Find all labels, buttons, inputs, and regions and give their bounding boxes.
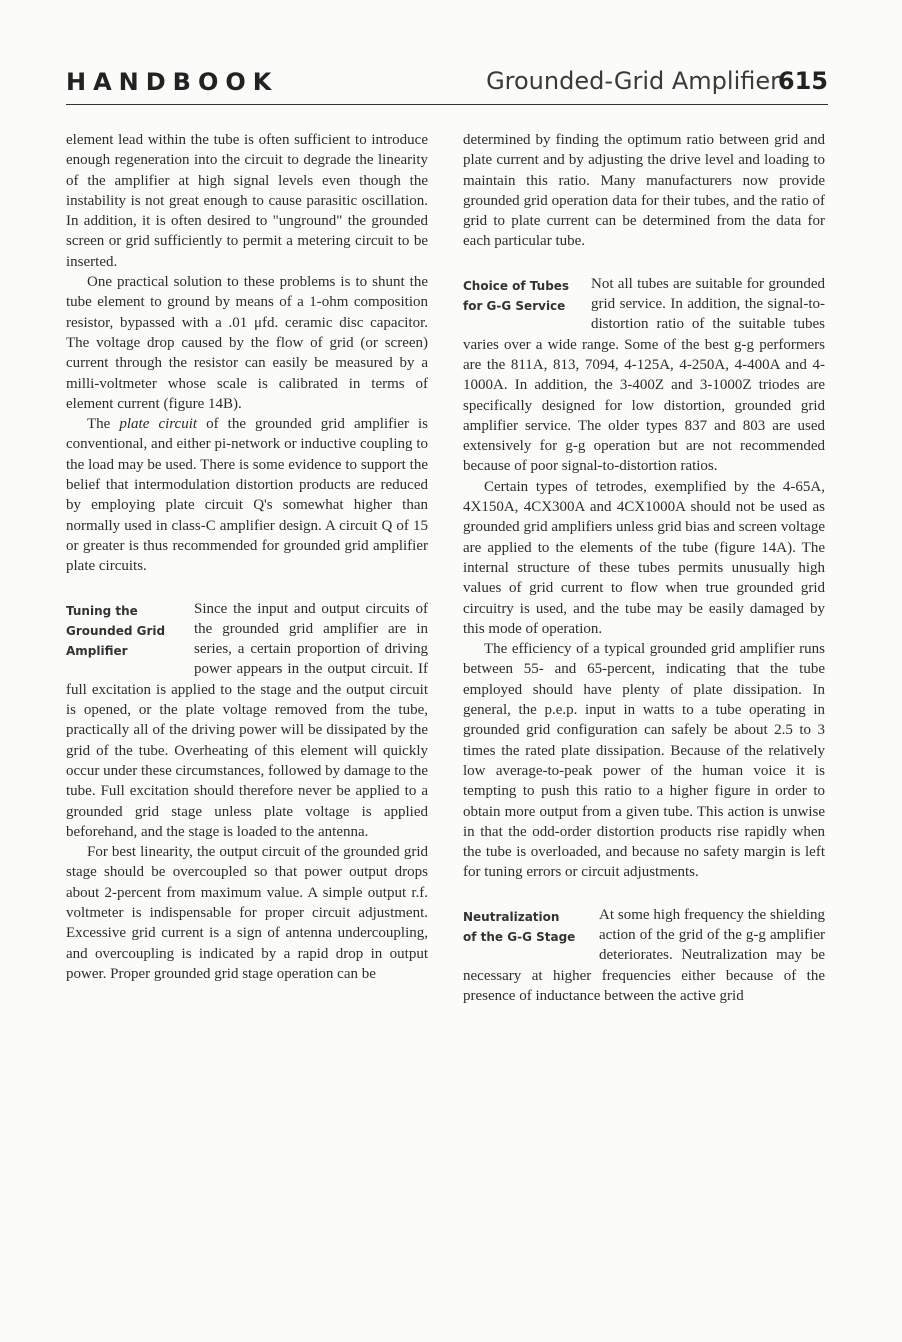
left-column [66, 130, 428, 984]
section-choice-of-tubes [463, 274, 825, 477]
paragraph: Since the input and output circuits of the grounded grid amplifier are in series, a certain proportion of driving power appears in the output circuit. If full excitation is applied to the stage and the output circuit is opened, or the plate voltage removed from the tube, practically all of the driving power will be dissipated by the grid of the tube. Overheating of this element will quickly occur under these circumstances, followed by damage to the tube. Full excitation should therefore never be applied to a grounded grid stage unless plate voltage is applied beforehand, and the stage is loaded to the antenna. [66, 600, 428, 840]
side-heading-line: of the G-G Stage [463, 929, 576, 944]
paragraph: determined by finding the optimum ratio between grid and plate current and by adjusting the drive level and loading to maintain this ratio. Many manufacturers now provide grounded grid operation data for their tubes, and the ratio of grid to plate current can be determined from the data for each particular tube. [463, 132, 825, 250]
side-heading-line: Neutralization [463, 909, 560, 924]
paragraph [66, 414, 428, 576]
handbook-brand: HANDBOOK [66, 68, 279, 96]
running-title: Grounded-Grid Amplifier [486, 67, 780, 95]
side-heading-line: for G-G Service [463, 299, 566, 314]
side-heading-line: Grounded Grid [66, 623, 166, 638]
paragraph-text: of the grounded grid amplifier is conventional, and either pi-network or inductive coupling to the load may be used. There is some evidence to support the belief that intermodulation distortion products are reduced by employing plate circuit Q's somewhat higher than normally used in class-C amplifier design. A circuit Q of 15 or greater is thus recommended for grounded grid amplifier plate circuits. [66, 416, 429, 575]
paragraph: The efficiency of a typical grounded grid amplifier runs between 55- and 65-percent, indicating that the tube employed should have plenty of plate dissipation. In general, the p.e.p. input in watts to a tube operating in grounded grid configuration can safely be about 2.5 to 3 times the rated plate dissipation. Because of the relatively low average-to-peak power of the human voice it is tempting to push this ratio to a higher figure in order to obtain more output from a given tube. This action is unwise in that the odd-order distortion products rise rapidly when the tube is overloaded, and because no safety margin is left for tuning errors or circuit adjustments. [463, 641, 825, 881]
side-heading-neutralization [463, 907, 599, 948]
paragraph: Not all tubes are suitable for grounded grid service. In addition, the signal-to-distortion ratio of the suitable tubes varies over a wide range. Some of the best g-g performers are the 811A, 813, 7094, 4-125A, 4-250A, 4-400A and 4-1000A. In addition, the 3-400Z and 3-1000Z triodes are specifically designed for low distortion, grounded grid amplifier service. The older types 837 and 803 are used extensively for g-g operation but are not recommended because of poor signal-to-distortion ratios. [463, 275, 825, 475]
paragraph: For best linearity, the output circuit of the grounded grid stage should be overcoupled so that power output drops about 2-percent from maximum value. A simple output r.f. voltmeter is indispensable for proper circuit adjustment. Excessive grid current is a sign of antenna undercoupling, and overcoupling is indicated by a rapid drop in output power. Proper grounded grid stage operation can be [66, 844, 428, 982]
page-number: 615 [777, 67, 828, 95]
emphasis-plate-circuit: plate circuit [119, 416, 198, 433]
side-heading-line: Tuning the [66, 603, 138, 618]
paragraph: element lead within the tube is often sufficient to introduce enough regeneration into the circuit to degrade the linearity of the amplifier at high signal levels even though the instability is not great enough to cause parasitic oscillation. In addition, it is often desired to "unground" the grounded screen or grid sufficiently to permit a metering circuit to be inserted. [66, 132, 428, 270]
side-heading-line: Choice of Tubes [463, 278, 570, 293]
right-column [463, 130, 825, 1006]
paragraph: Certain types of tetrodes, exemplified by the 4-65A, 4X150A, 4CX300A and 4CX1000A should not be used as grounded grid amplifiers unless grid bias and screen voltage are applied to the elements of the tube (figure 14A). The internal structure of these tubes permits unusually high values of grid current to flow when true grounded grid circuitry is used, and the tube may be easily damaged by this mode of operation. [463, 478, 825, 637]
paragraph: At some high frequency the shielding action of the grid of the g-g amplifier deteriorates. Neutralization may be necessary at higher frequencies either because of the presence of inductance between the active grid [463, 906, 825, 1004]
side-heading-choice [463, 276, 591, 317]
section-tuning [66, 599, 428, 843]
side-heading-tuning [66, 601, 194, 662]
section-neutralization [463, 905, 825, 1006]
paragraph-text: The [87, 416, 120, 433]
page-header [66, 64, 828, 105]
paragraph: One practical solution to these problems is to shunt the tube element to ground by means of a 1-ohm composition resistor, bypassed with a .01 μfd. ceramic disc capacitor. The voltage drop caused by the flow of grid (or screen) current through the resistor can easily be measured by a milli-voltmeter whose scale is calibrated in terms of element current (figure 14B). [66, 274, 428, 412]
side-heading-line: Amplifier [66, 644, 128, 659]
